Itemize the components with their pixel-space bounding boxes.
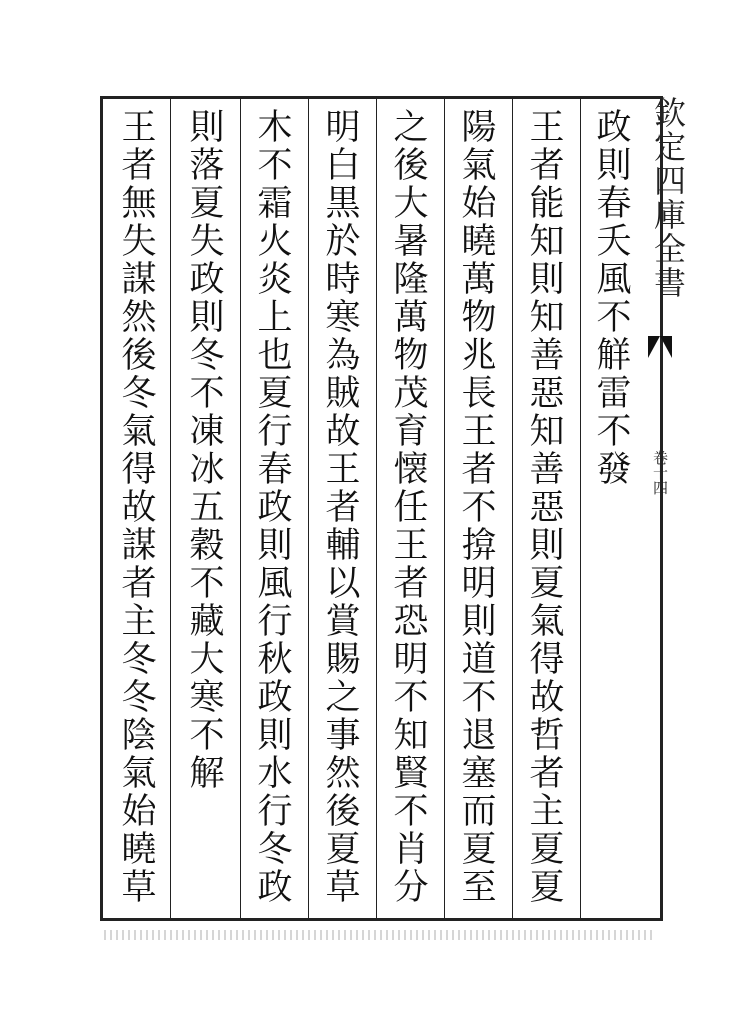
book-title: 欽定四庫全書 (649, 96, 687, 300)
text-column-7: 則落夏失政則冬不凍冰五穀不藏大寒不解 (184, 108, 224, 792)
text-column-4: 之後大暑隆萬物茂育懐任王者恐明不知賢不肖分 (388, 108, 428, 906)
text-column-3: 陽氣始䁱萬物兆長王者不揜明則道不退塞而夏至 (456, 108, 496, 906)
column-divider (308, 96, 309, 921)
column-divider (512, 96, 513, 921)
text-column-2: 王者能知則知善惡知善惡則夏氣得故哲者主夏夏 (524, 108, 564, 906)
left-border (100, 96, 103, 921)
fish-tail-mark-icon (648, 336, 672, 358)
column-divider (376, 96, 377, 921)
column-divider (240, 96, 241, 921)
column-divider (170, 96, 171, 921)
text-column-1: 政則春夭風不觧雷不發 (591, 108, 631, 488)
text-column-8: 王者無失謀然後冬氣得故謀者主冬冬陰氣始䁱草 (116, 108, 156, 906)
volume-label: 卷十四 (651, 450, 669, 495)
column-divider (444, 96, 445, 921)
bottom-border (100, 918, 662, 921)
text-column-6: 木不霜火炎上也夏行春政則風行秋政則水行冬政 (252, 108, 292, 906)
bottom-band (104, 930, 656, 940)
column-divider (580, 96, 581, 921)
text-column-5: 明白黒於時寒為賊故王者輔以賞賜之事然後夏草 (320, 108, 360, 906)
top-border (100, 96, 662, 99)
